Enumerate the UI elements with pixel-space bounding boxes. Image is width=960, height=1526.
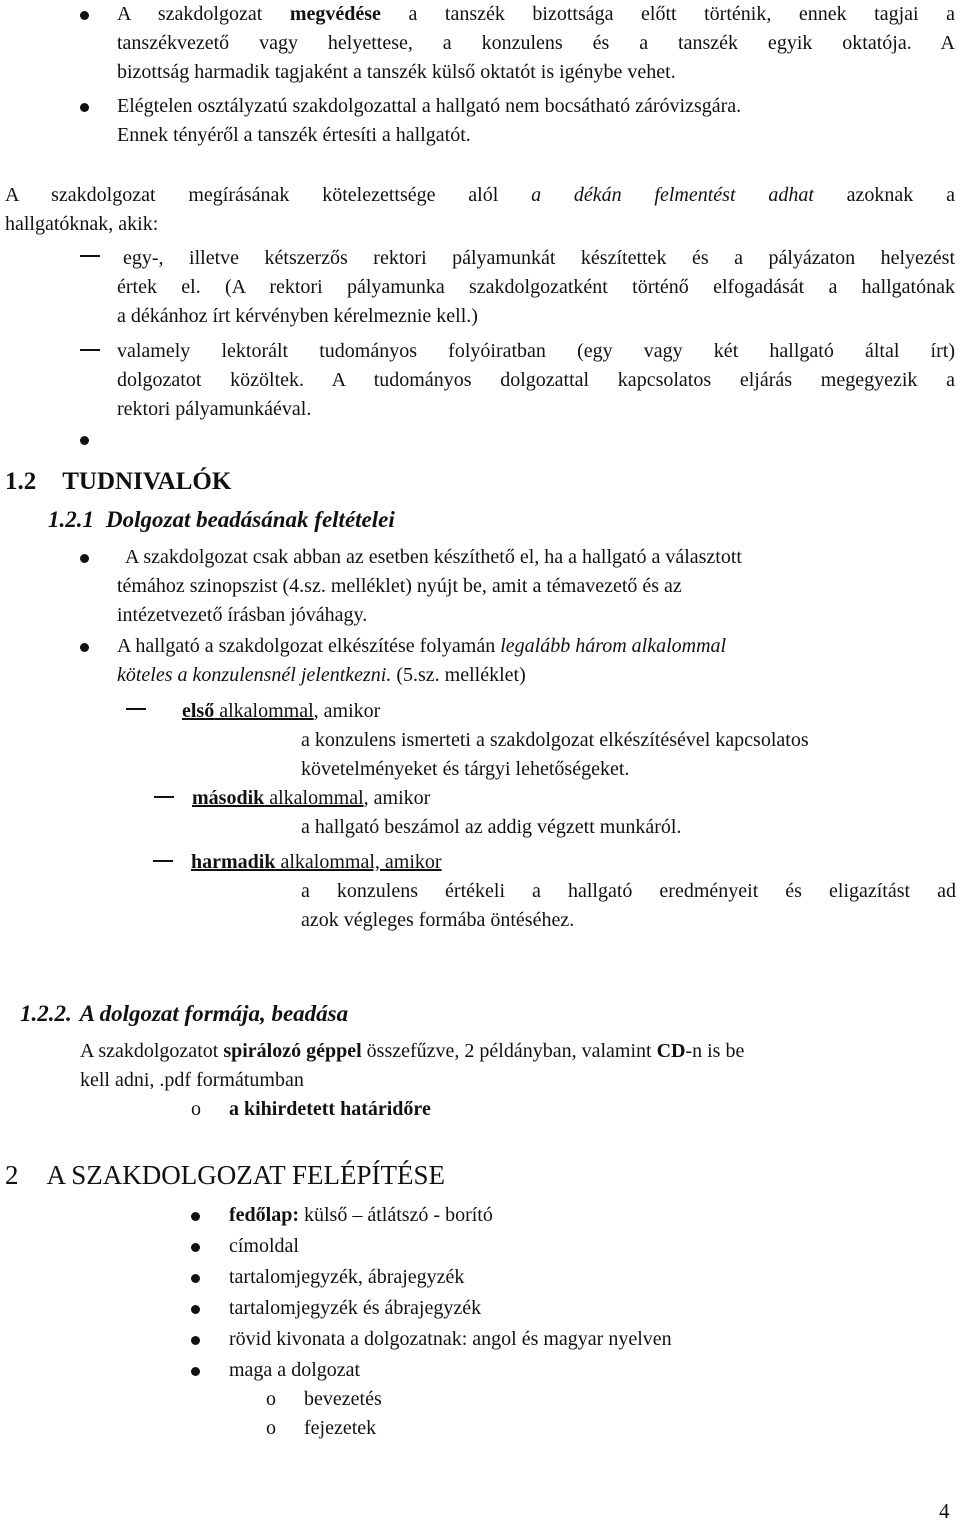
exemption-item1-line1: egy-, illetve kétszerzős rektori pályamunkát készítettek és a pályázaton helyezést <box>123 247 955 269</box>
consultation-third-desc1: a konzulens értékeli a hallgató eredményeit és eligazítást ad <box>301 880 956 902</box>
defense-line3: bizottság harmadik tagjaként a tanszék külső oktatót is igénybe vehet. <box>117 61 676 83</box>
consultation-first-desc1: a konzulens ismerteti a szakdolgozat elkészítésével kapcsolatos <box>301 729 809 751</box>
exemption-item2-line1: valamely lektorált tudományos folyóiratban (egy vagy két hallgató által írt) <box>117 340 955 362</box>
exemption-item1-line2: értek el. (A rektori pályamunka szakdolgozatként történő elfogadását a hallgatónak <box>117 276 955 298</box>
bullet-icon <box>80 436 89 445</box>
exemption-item2-line2: dolgozatot közöltek. A tudományos dolgozattal kapcsolatos eljárás megegyezik a <box>117 369 955 391</box>
exemption-item1-line3: a dékánhoz írt kérvényben kérelmeznie kell.) <box>117 305 478 327</box>
dash-icon <box>80 349 100 351</box>
submission-line3: intézetvezető írásban jóváhagy. <box>117 604 368 626</box>
structure-item: maga a dolgozat <box>229 1359 361 1381</box>
exemption-item2-line3: rektori pályamunkáéval. <box>117 398 312 420</box>
submission-line2: témához szinopszist (4.sz. melléklet) nyújt be, amit a témavezető és az <box>117 575 682 597</box>
bullet-icon <box>80 643 89 652</box>
consultation-third-desc2: azok végleges formába öntéséhez. <box>301 909 575 931</box>
bullet-icon <box>80 103 89 112</box>
fail-line1: Elégtelen osztályzatú szakdolgozattal a hallgató nem bocsátható záróvizsgára. <box>117 95 742 117</box>
structure-item: tartalomjegyzék, ábrajegyzék <box>229 1266 465 1288</box>
structure-item: címoldal <box>229 1235 299 1257</box>
structure-item: tartalomjegyzék és ábrajegyzék <box>229 1297 482 1319</box>
consultation-line2: köteles a konzulensnél jelentkezni. (5.sz. melléklet) <box>117 664 526 686</box>
structure-item: rövid kivonata a dolgozatnak: angol és magyar nyelven <box>229 1328 672 1350</box>
circle-bullet-icon: o <box>266 1417 276 1439</box>
section-heading-1-2: 1.2 TUDNIVALÓK <box>5 468 232 495</box>
circle-bullet-icon: o <box>191 1098 201 1120</box>
bullet-icon <box>191 1212 200 1221</box>
bullet-icon <box>80 11 89 20</box>
consultation-first-desc2: követelményeket és tárgyi lehetőségeket. <box>301 758 630 780</box>
fail-line2: Ennek tényéről a tanszék értesíti a hallgatót. <box>117 124 471 146</box>
dash-icon <box>126 708 146 710</box>
deadline-item: a kihirdetett határidőre <box>229 1098 431 1120</box>
consultation-line1: A hallgató a szakdolgozat elkészítése folyamán legalább három alkalommal <box>117 635 727 657</box>
structure-item-cover: fedőlap: külső – átlátszó - borító <box>229 1204 493 1226</box>
dash-icon <box>153 860 173 862</box>
format-line1: A szakdolgozatot spirálozó géppel összefűzve, 2 példányban, valamint CD-n is be <box>80 1040 745 1062</box>
format-line2: kell adni, .pdf formátumban <box>80 1069 304 1091</box>
section-heading-1-2-1: 1.2.1 Dolgozat beadásának feltételei <box>48 507 395 532</box>
bullet-icon <box>191 1274 200 1283</box>
bullet-icon <box>191 1243 200 1252</box>
bullet-icon <box>191 1305 200 1314</box>
bullet-icon <box>80 554 89 563</box>
consultation-first: első alkalommal, amikor <box>182 700 381 722</box>
section-heading-1-2-2: 1.2.2. A dolgozat formája, beadása <box>20 1001 349 1026</box>
page-number: 4 <box>939 1499 950 1523</box>
bullet-icon <box>191 1336 200 1345</box>
exemption-line2: hallgatóknak, akik: <box>5 213 159 235</box>
circle-bullet-icon: o <box>266 1388 276 1410</box>
structure-subitem: bevezetés <box>304 1388 382 1410</box>
consultation-second: második alkalommal, amikor <box>192 787 431 809</box>
section-heading-2: 2 A SZAKDOLGOZAT FELÉPÍTÉSE <box>5 1160 446 1190</box>
defense-line2: tanszékvezető vagy helyettese, a konzulens és a tanszék egyik oktatója. A <box>117 32 955 54</box>
consultation-second-desc1: a hallgató beszámol az addig végzett munkáról. <box>301 816 682 838</box>
defense-line1: A szakdolgozat megvédése a tanszék bizottsága előtt történik, ennek tagjai a <box>117 3 955 25</box>
consultation-third: harmadik alkalommal, amikor <box>191 851 442 873</box>
structure-subitem: fejezetek <box>304 1417 377 1439</box>
exemption-line1: A szakdolgozat megírásának kötelezettsége alól a dékán felmentést adhat azoknak a <box>5 184 955 206</box>
submission-line1: A szakdolgozat csak abban az esetben készíthető el, ha a hallgató a választott <box>125 546 742 568</box>
bullet-icon <box>191 1367 200 1376</box>
dash-icon <box>80 255 100 257</box>
dash-icon <box>154 796 174 798</box>
